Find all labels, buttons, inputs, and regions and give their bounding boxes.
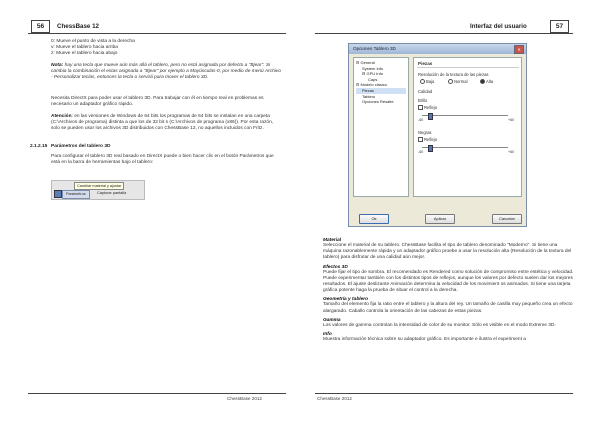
black-slider[interactable] [422,147,508,148]
capture-button[interactable]: Capturar pantalla [97,191,127,195]
section-body: Puede fijar el tipo de sombra. El recomendado es Rendered como solución de compromiso entre estética y velocidad. Puede experimentar también con los distintos tipos de reflejos, aunque los valores por defecto suelen dar los mejores resultados. El ajuste deslizante Animación determina la velocidad de los movimient os animados. Si tiene una tarjeta gráfica potente haga la prueba de situar el control a la derecha. [323,269,574,294]
right-header-title: Interfaz del usuario [470,23,527,30]
tree-item-modelo[interactable]: ⊟ Modelo clásico [356,82,387,88]
note-paragraph [51,63,283,82]
tree-item-caps[interactable]: Caps [368,76,378,82]
attention-paragraph [51,114,283,133]
group-rule [417,67,519,68]
brightness-slider[interactable] [422,115,508,116]
section-heading: Gamma [323,317,341,323]
left-footer-rule [28,393,286,394]
attention-label: Atención [51,114,72,119]
key-line: 0: Mueve el punto de vista a la derecha [51,39,135,44]
note-label: Nota: [51,63,64,68]
section-heading: Efectos 3D [323,264,348,270]
slider-max-2: +60 [508,150,515,154]
left-header-rule [28,33,286,34]
section-heading: Info [323,332,332,338]
settings-panel [413,57,522,197]
reflection-checkbox-2[interactable]: Reflejo [418,137,437,142]
right-sections [323,238,575,343]
right-footer: ChessBase 2012 [317,396,352,401]
left-footer: ChessBase 2012 [227,396,262,401]
page-number-left: 56 [31,20,50,33]
section-heading: Geometría y tablero [323,297,369,303]
radio-icon [448,79,453,84]
radio-low[interactable]: Baja [420,79,434,84]
key-line: z: Mueve el tablero hacia abajo [51,51,118,57]
key-list [51,39,281,58]
apply-button[interactable]: Aplicar [425,214,455,224]
tree-item-piezas[interactable]: Piezas [356,88,406,94]
radio-high[interactable]: Alta [480,79,493,84]
dialog-title: Opciones Tablero 3D [353,46,396,51]
dialog-titlebar [349,44,526,54]
ok-button[interactable]: Ok [359,214,389,224]
section-body: Seleccione el material de su tablero. ChessBase facilita el tipo de tablero denominado "Moderno". Si tiene una máquina razonablemente rápida y un adaptador gráfico pruebe a usar la resolución alta (Resolución de la textura del tablero) para disfrutar de una calidad aún mejor. [323,243,572,261]
tree-item-gpu-info[interactable]: ⊟ GPU Info [362,71,383,77]
directx-paragraph: Necesita DirectX para poder usar el tablero 3D. Para trabajar con él en tiempo real en problemas es necesario un adaptador gráfico rápido. [51,96,264,108]
attention-text: : en las versiones de Windows de 64 bits los programas de 64 bits se instalan en una carpeta (C:\Archivos de programa) distinta a que los de 32 bit s (C:\Archivos de programa (x86)). Por esta razón, solo se pueden usar los archivos 3D distribuidos con ChessBase 12, no aquellos incluidos con Fritz. [51,114,274,132]
right-footer-rule [315,393,573,394]
radio-normal[interactable]: Normal [448,79,468,84]
section-heading: Material [323,238,342,243]
left-header-title: ChessBase 12 [57,23,99,30]
toolbar-icon [54,190,62,198]
black-label: Negras [418,130,432,135]
right-header-rule [315,33,573,34]
reflection-checkbox[interactable]: Reflejo [418,105,437,110]
tree-item-tablero[interactable]: Tablero [362,93,376,99]
parameters-button[interactable]: Parámetros [62,190,90,199]
section-body: Muestra información técnica sobre su adaptador gráfico. Es importante e ilustra el experiment a [323,337,526,343]
toolbar-screenshot [51,180,145,200]
page-number-right: 57 [550,20,569,33]
brightness-slider-thumb[interactable] [428,113,433,120]
cancel-button[interactable]: Cancelar [492,214,522,224]
resolution-label: Resolución de la textura de las piezas [418,72,489,77]
section-body: Los valores de gamma controlan la intensidad de color de su monitor. Sólo es visible en el modo Extreme 3D. [323,322,556,328]
tree-item-general[interactable]: ⊟ General [356,60,375,65]
checkbox-icon [418,137,423,142]
section-body: Tamaño del elemento fija la ratio entre el tablero y la altura del rey. Un tamaño de casilla muy pequeño crea un efecto alargarado. Caballo controla la orientación de las cabezas de estas piezas. [323,302,573,314]
note-text: hay una tecla que mueve aún más allá el tablero, pero no está asignada por defecto a "Bjear". Si cambia la combinación el estas asignada a "Bjear" por ejemplo a Mayúsculas-0, por medio de menú Archivo - Personalizar teclas, entonces la tecla o servirá para mover el tablero 3D. [51,63,281,81]
slider-min: -60 [418,118,424,122]
section-title: Parámetros del tablero 3D [51,144,111,149]
radio-icon [420,79,425,84]
quality-label: Calidad [418,89,433,94]
dialog-tree [353,57,409,197]
black-slider-thumb[interactable] [428,145,433,152]
brightness-label: Brillo [418,98,428,103]
radio-selected-icon [480,79,485,84]
tooltip: Cambiar material y ajustar [74,182,124,190]
options-dialog [348,43,527,227]
key-line: v: Mueve el tablero hacia arriba [51,45,118,51]
tree-item-resalte[interactable]: Opciones Resalte [362,99,394,105]
section-number: 2.1.2.15 [30,144,48,149]
tree-item-system-info[interactable]: System Info [362,65,384,71]
slider-max: +60 [508,118,515,122]
group-title: Piezas [418,61,433,66]
checkbox-icon [418,105,423,110]
close-icon[interactable]: ✕ [514,45,524,54]
slider-min-2: -60 [418,150,424,154]
section-paragraph: Para configurar el tablero 3D real basado en DirectX puede o bien hacer clic en el botón Parámetros que está en la barra de herramientas bajo el tablero: [51,154,274,166]
